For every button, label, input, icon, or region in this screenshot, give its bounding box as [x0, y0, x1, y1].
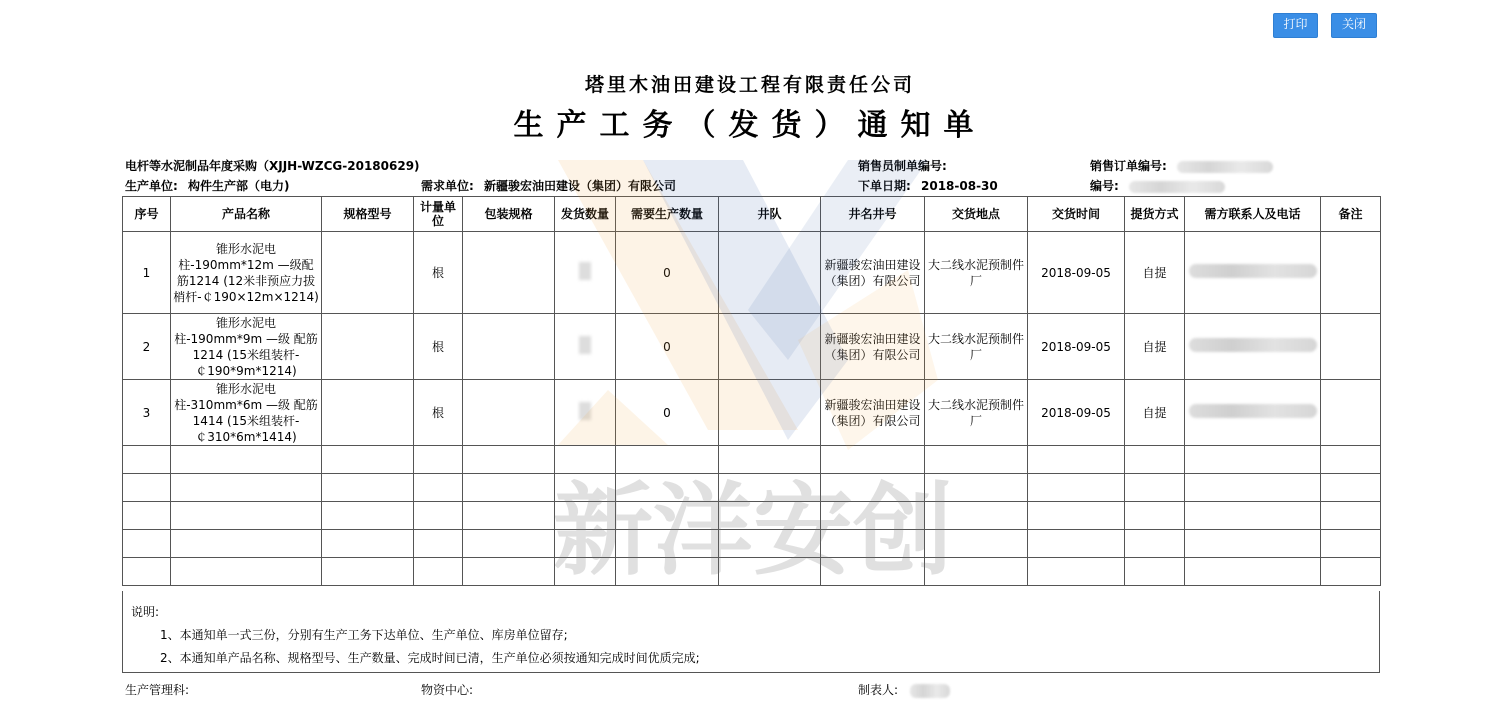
empty-cell	[555, 446, 616, 474]
spec	[322, 232, 414, 314]
pack	[463, 380, 555, 446]
production-unit-value: 构件生产部（电力)	[188, 179, 290, 193]
empty-cell	[1028, 558, 1125, 586]
empty-cell	[322, 474, 414, 502]
empty-cell	[1125, 502, 1185, 530]
empty-cell	[1185, 474, 1321, 502]
delivery-place: 大二线水泥预制件厂	[925, 314, 1028, 380]
col-header: 产品名称	[171, 197, 322, 232]
document-title: 生产工务（发货）通知单	[513, 108, 987, 143]
empty-cell	[1321, 474, 1381, 502]
ship-qty	[555, 380, 616, 446]
empty-cell	[1028, 530, 1125, 558]
empty-cell	[1028, 474, 1125, 502]
remark	[1321, 380, 1381, 446]
empty-cell	[171, 530, 322, 558]
unit: 根	[414, 380, 463, 446]
empty-cell	[1028, 502, 1125, 530]
maker-label: 制表人:	[858, 683, 899, 697]
empty-cell	[925, 558, 1028, 586]
redacted-value	[579, 262, 591, 280]
empty-row	[123, 558, 1381, 586]
delivery-time: 2018-09-05	[1028, 314, 1125, 380]
well-name: 新疆骏宏油田建设（集团）有限公司	[821, 232, 925, 314]
empty-cell	[821, 474, 925, 502]
demand-unit-value: 新疆骏宏油田建设（集团）有限公司	[484, 179, 677, 193]
product-name: 锥形水泥电柱-190mm*12m —级配筋1214 (12米非预应力拔梢杆-￠190×12m×1214)	[171, 232, 322, 314]
watermark-text: 新洋安创	[553, 472, 953, 580]
empty-cell	[171, 474, 322, 502]
empty-cell	[463, 530, 555, 558]
empty-cell	[616, 558, 719, 586]
redacted-value	[579, 402, 591, 420]
empty-cell	[123, 502, 171, 530]
table-row	[123, 380, 1381, 446]
project-name: 电杆等水泥制品年度采购（XJJH-WZCG-20180629)	[125, 159, 420, 173]
empty-cell	[463, 502, 555, 530]
production-unit-label: 生产单位:	[125, 179, 178, 193]
well-name: 新疆骏宏油田建设（集团）有限公司	[821, 314, 925, 380]
empty-cell	[719, 530, 821, 558]
demand-unit	[421, 177, 676, 194]
col-header: 井名井号	[821, 197, 925, 232]
redacted-value	[1189, 264, 1317, 278]
table-row	[123, 232, 1381, 314]
unit: 根	[414, 314, 463, 380]
empty-cell	[1321, 502, 1381, 530]
row-number: 3	[123, 380, 171, 446]
spec	[322, 380, 414, 446]
qty-needed: 0	[616, 232, 719, 314]
empty-row	[123, 474, 1381, 502]
sales-order-label: 销售订单编号:	[1090, 159, 1167, 173]
redacted-value	[579, 336, 591, 354]
qty-needed: 0	[616, 380, 719, 446]
empty-cell	[1321, 530, 1381, 558]
empty-cell	[719, 474, 821, 502]
empty-cell	[719, 502, 821, 530]
delivery-place: 大二线水泥预制件厂	[925, 380, 1028, 446]
empty-cell	[1185, 502, 1321, 530]
redacted-value	[1189, 404, 1317, 418]
empty-cell	[555, 530, 616, 558]
table-header-row	[123, 197, 1381, 232]
sales-order-field	[1090, 157, 1273, 174]
contact	[1185, 232, 1321, 314]
empty-rows	[123, 446, 1381, 586]
empty-cell	[123, 474, 171, 502]
col-header: 需要生产数量	[616, 197, 719, 232]
redacted-value	[1189, 338, 1317, 352]
well-name: 新疆骏宏油田建设（集团）有限公司	[821, 380, 925, 446]
product-name: 锥形水泥电柱-310mm*6m —级 配筋1414 (15米组装杆-￠310*6m*1414)	[171, 380, 322, 446]
empty-cell	[821, 530, 925, 558]
empty-cell	[925, 502, 1028, 530]
team	[719, 380, 821, 446]
empty-cell	[171, 446, 322, 474]
pack	[463, 232, 555, 314]
empty-cell	[925, 446, 1028, 474]
empty-cell	[616, 474, 719, 502]
pickup-method: 自提	[1125, 380, 1185, 446]
empty-cell	[555, 474, 616, 502]
empty-cell	[616, 502, 719, 530]
order-date-label: 下单日期:	[858, 179, 911, 193]
empty-cell	[1185, 558, 1321, 586]
empty-cell	[821, 558, 925, 586]
empty-cell	[1125, 446, 1185, 474]
empty-cell	[616, 446, 719, 474]
delivery-time: 2018-09-05	[1028, 380, 1125, 446]
empty-cell	[925, 530, 1028, 558]
col-header: 计量单位	[414, 197, 463, 232]
notes-section	[122, 591, 1380, 673]
empty-cell	[123, 530, 171, 558]
empty-cell	[414, 502, 463, 530]
contact	[1185, 380, 1321, 446]
col-header: 交货地点	[925, 197, 1028, 232]
empty-cell	[616, 530, 719, 558]
order-date	[858, 177, 998, 194]
order-date-value: 2018-08-30	[921, 179, 998, 193]
col-header: 交货时间	[1028, 197, 1125, 232]
empty-cell	[322, 558, 414, 586]
company-name: 塔里木油田建设工程有限责任公司	[584, 74, 915, 96]
empty-cell	[925, 474, 1028, 502]
empty-cell	[171, 558, 322, 586]
col-header: 发货数量	[555, 197, 616, 232]
delivery-time: 2018-09-05	[1028, 232, 1125, 314]
note-item: 1、本通知单一式三份，分别有生产工务下达单位、生产单位、库房单位留存;	[160, 628, 568, 642]
redacted-value	[1129, 181, 1225, 193]
remark	[1321, 232, 1381, 314]
pack	[463, 314, 555, 380]
empty-cell	[1321, 446, 1381, 474]
empty-cell	[414, 474, 463, 502]
maker-field	[858, 681, 950, 698]
col-header: 需方联系人及电话	[1185, 197, 1321, 232]
redacted-value	[1177, 161, 1273, 173]
empty-cell	[171, 502, 322, 530]
number-label: 编号:	[1090, 179, 1119, 193]
spec	[322, 314, 414, 380]
team	[719, 314, 821, 380]
empty-cell	[322, 446, 414, 474]
empty-cell	[322, 530, 414, 558]
empty-cell	[1125, 558, 1185, 586]
empty-cell	[1125, 530, 1185, 558]
ship-qty	[555, 232, 616, 314]
empty-cell	[322, 502, 414, 530]
demand-unit-label: 需求单位:	[421, 179, 474, 193]
print-button[interactable]: 打印	[1273, 13, 1318, 38]
col-header: 序号	[123, 197, 171, 232]
row-number: 2	[123, 314, 171, 380]
contact	[1185, 314, 1321, 380]
number-field	[1090, 177, 1225, 194]
empty-cell	[123, 558, 171, 586]
empty-cell	[1185, 446, 1321, 474]
empty-cell	[555, 502, 616, 530]
empty-cell	[719, 558, 821, 586]
material-center-label: 物资中心:	[421, 683, 474, 697]
pickup-method: 自提	[1125, 314, 1185, 380]
empty-cell	[821, 502, 925, 530]
note-item: 2、本通知单产品名称、规格型号、生产数量、完成时间已清，生产单位必须按通知完成时间优质完成;	[160, 651, 700, 665]
col-header: 备注	[1321, 197, 1381, 232]
empty-cell	[555, 558, 616, 586]
production-dept-label: 生产管理科:	[125, 683, 190, 697]
empty-cell	[1028, 446, 1125, 474]
goods-table	[122, 196, 1381, 586]
empty-cell	[463, 558, 555, 586]
empty-row	[123, 530, 1381, 558]
empty-row	[123, 502, 1381, 530]
pickup-method: 自提	[1125, 232, 1185, 314]
notes-label: 说明:	[131, 605, 160, 619]
col-header: 井队	[719, 197, 821, 232]
col-header: 规格型号	[322, 197, 414, 232]
close-button[interactable]: 关闭	[1331, 13, 1377, 38]
empty-cell	[1185, 530, 1321, 558]
team	[719, 232, 821, 314]
row-number: 1	[123, 232, 171, 314]
col-header: 提货方式	[1125, 197, 1185, 232]
redacted-value	[910, 684, 950, 698]
empty-cell	[463, 474, 555, 502]
empty-cell	[719, 446, 821, 474]
empty-cell	[414, 530, 463, 558]
empty-cell	[1321, 558, 1381, 586]
unit: 根	[414, 232, 463, 314]
empty-cell	[414, 446, 463, 474]
table-row	[123, 314, 1381, 380]
product-name: 锥形水泥电柱-190mm*9m —级 配筋1214 (15米组装杆-￠190*9m*1214)	[171, 314, 322, 380]
empty-cell	[821, 446, 925, 474]
remark	[1321, 314, 1381, 380]
empty-cell	[123, 446, 171, 474]
empty-cell	[463, 446, 555, 474]
ship-qty	[555, 314, 616, 380]
empty-row	[123, 446, 1381, 474]
sales-no-label: 销售员制单编号:	[858, 159, 947, 173]
delivery-place: 大二线水泥预制件厂	[925, 232, 1028, 314]
qty-needed: 0	[616, 314, 719, 380]
col-header: 包装规格	[463, 197, 555, 232]
empty-cell	[414, 558, 463, 586]
production-unit	[125, 177, 290, 194]
empty-cell	[1125, 474, 1185, 502]
